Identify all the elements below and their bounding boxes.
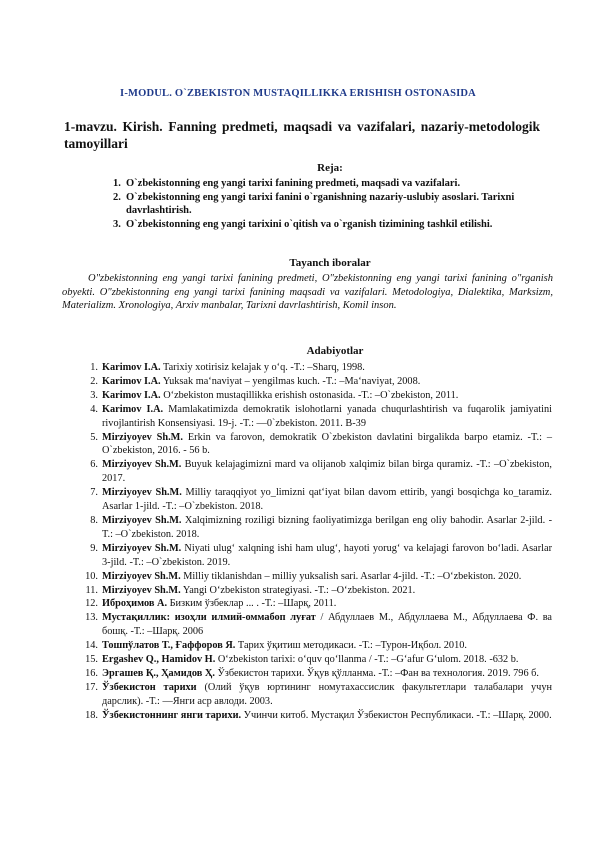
reference-author: Karimov I.A. (102, 375, 161, 387)
reference-item (78, 597, 552, 611)
reference-details: Erkin va farovon, demokratik O`zbekiston davlatini birgalikda barpo etamiz. -T.: –O`zbekiston, 2016. - 56 b. (102, 431, 552, 457)
reja-item-number: 3. (113, 218, 121, 230)
reja-item-text: O`zbekistonning eng yangi tarixi fanini o`rganishning nazariy-uslubiy asoslari. Tarixni davrlashtirish. (126, 191, 515, 216)
reference-author: Karimov I.A. (102, 362, 161, 373)
key-terms-heading: Tayanch iboralar (289, 257, 371, 269)
reference-text (102, 514, 552, 542)
reference-author: Mirziyoyev Sh.M. (102, 584, 181, 596)
reja-heading: Reja: (317, 162, 343, 174)
reference-details: / Абдуллаев М., Абдуллаева М., Абдуллаева Ф. ва бошқ. -Т.: –Шарқ. 2006 (102, 612, 553, 638)
reference-author: Ўзбекистоннинг янги тарихи. (102, 709, 242, 721)
reference-number: 16. (85, 667, 98, 679)
reference-author: Тошпўлатов Т., Ғаффоров Я. (102, 640, 236, 652)
reja-item (113, 177, 533, 191)
reference-details: Mamlakatimizda demokratik islohotlarni yanada chuqurlashtirish va fuqarolik jamiyatini rivojlantirish Konsensiyasi. 19-j. -T.: ―0`zbekiston. 2011. B-39 (102, 403, 552, 429)
reference-number: 8. (90, 514, 98, 526)
reference-item (78, 431, 552, 459)
reference-text (102, 403, 552, 431)
reference-details: O‘zbekiston mustaqillikka erishish ostonasida. -T.: –O`zbekiston, 2011. (160, 389, 459, 401)
reference-item (78, 667, 552, 681)
reference-details: (Олий ўқув юртининг номутахассислик факультетлари талабалари учун дарслик). -Т.: ―Янги аср авлоди. 2003. (102, 681, 552, 707)
reja-item (113, 218, 533, 232)
topic-title: 1-mavzu. Kirish. Fanning predmeti, maqsadi va vazifalari, nazariy-metodologik tamoyillari (64, 119, 540, 151)
reference-number: 14. (85, 640, 98, 652)
key-terms-text: O"zbekistonning eng yangi tarixi fanining predmeti, O"zbekistonning eng yangi tarixi fanining o"rganish obyekti. O"zbekistonning eng yangi tarixi fanining maqsadi va vazifalari. Metodologiya, Dialektika, Marksizm, Materializm. Xronologiya, Arxiv manbalar, Tarixni davrlashtirish, Komil inson. (62, 273, 553, 311)
reference-number: 17. (85, 681, 98, 693)
reference-details: Yuksak ma‘naviyat – yengilmas kuch. -T.: –Ma‘naviyat, 2008. (160, 375, 421, 387)
reference-text (102, 389, 552, 403)
reference-text (102, 486, 552, 514)
reference-text (102, 639, 552, 653)
reference-author: Ўзбекистон тарихи (102, 681, 197, 693)
reference-item (78, 681, 552, 709)
reference-text (102, 611, 552, 639)
reference-item (78, 709, 552, 723)
reference-author: Mirziyoyev Sh.M. (102, 542, 182, 554)
reference-item (78, 570, 552, 584)
references-heading: Adabiyotlar (306, 345, 364, 357)
reference-author: Mirziyoyev Sh.M. (102, 487, 182, 499)
reference-text (102, 584, 552, 598)
reference-number: 13. (85, 612, 98, 624)
reja-item-number: 1. (113, 178, 121, 189)
reference-number: 1. (90, 362, 98, 373)
reference-text (102, 542, 552, 570)
reference-text (102, 361, 552, 375)
reference-item (78, 486, 552, 514)
reference-item (78, 584, 552, 598)
reference-text (102, 375, 552, 389)
reference-details: Учинчи китоб. Мустақил Ўзбекистон Республикаси. -Т.: –Шарқ. 2000. (241, 709, 552, 721)
reference-details: Yangi O‘zbekiston strategiyasi. -T.: –O‘zbekiston. 2021. (180, 584, 416, 596)
reference-author: Иброҳимов А. (102, 598, 168, 610)
reference-number: 10. (85, 570, 98, 582)
reference-author: Karimov I.A. (102, 389, 161, 401)
reference-item (78, 375, 552, 389)
reference-number: 12. (85, 598, 98, 610)
reference-text (102, 458, 552, 486)
reference-text (102, 570, 552, 584)
reference-number: 4. (90, 403, 98, 415)
reference-number: 7. (90, 487, 98, 499)
reference-author: Mirziyoyev Sh.M. (102, 459, 182, 471)
reference-number: 5. (90, 431, 98, 443)
reference-author: Mirziyoyev Sh.M. (102, 431, 183, 443)
reference-details: Ўзбекистон тарихи. Ўқув қўлланма. -Т.: –Фан ва технология. 2019. 796 б. (214, 667, 539, 679)
reference-details: Xalqimizning roziligi bizning faoliyatimizga berilgan eng oliy bahodir. Asarlar 2-jild. -T.: –O`zbekiston. 2018. (102, 514, 552, 540)
reference-text (102, 681, 552, 709)
reference-details: Milliy tiklanishdan – milliy yuksalish sari. Asarlar 4-jild. -T.: –O‘zbekiston. 2020. (180, 570, 522, 582)
reja-item-text: O`zbekistonning eng yangi tarixini o`qitish va o`rganish tizimining tashkil etilishi. (126, 218, 493, 230)
reference-item (78, 361, 552, 375)
module-title: I-MODUL. O`ZBEKISTON MUSTAQILLIKKA ERISHISH OSTONASIDA (120, 88, 476, 99)
reference-text (102, 667, 552, 681)
reference-number: 6. (90, 459, 98, 471)
reference-details: Тарих ўқитиш методикаси. -Т.: –Турон-Иқбол. 2010. (235, 640, 467, 652)
reference-details: Niyati ulug‘ xalqning ishi ham ulug‘, hayoti yorug‘ va kelajagi farovon bo‘ladi. Asarlar 3-jild. -T.: –O`zbekiston. 2019. (102, 542, 552, 568)
reference-item (78, 514, 552, 542)
reference-item (78, 542, 552, 570)
reference-item (78, 389, 552, 403)
reference-author: Эргашев Қ., Ҳамидов Ҳ. (102, 667, 215, 679)
reference-details: Бизким ўзбеклар ... . -Т.: –Шарқ, 2011. (167, 598, 337, 610)
reference-item (78, 639, 552, 653)
reference-details: Milliy taraqqiyot yo_limizni qat‘iyat bilan davom ettirib, yangi bosqichga ko_taramiz. Asarlar 1-jild. -T.: –O`zbekiston. 2018. (102, 487, 552, 513)
reja-item (113, 191, 533, 218)
reference-item (78, 458, 552, 486)
reference-details: Buyuk kelajagimizni mard va olijanob xalqimiz bilan birga quramiz. -T.: –O`zbekiston, 2017. (102, 459, 553, 485)
references-list (78, 361, 552, 723)
reference-item (78, 653, 552, 667)
reference-number: 2. (90, 375, 98, 387)
reja-list (113, 177, 533, 231)
reference-author: Mirziyoyev Sh.M. (102, 570, 181, 582)
reference-text (102, 653, 552, 667)
reference-number: 11. (85, 584, 98, 596)
reference-item (78, 611, 552, 639)
reference-number: 3. (90, 389, 98, 401)
reference-details: O‘zbekiston tarixi: o‘quv qo‘llanma / -T.: –G‘afur G‘ulom. 2018. -632 b. (215, 654, 519, 666)
reja-item-text: O`zbekistonning eng yangi tarixi fanining predmeti, maqsadi va vazifalari. (126, 178, 461, 189)
reference-item (78, 403, 552, 431)
reference-text (102, 597, 552, 611)
reference-author: Karimov I.A. (102, 403, 164, 415)
reference-author: Мустақиллик: изоҳли илмий-оммабоп луғат (102, 612, 316, 624)
reference-number: 15. (85, 654, 98, 666)
reference-author: Mirziyoyev Sh.M. (102, 514, 182, 526)
reference-author: Ergashev Q., Hamidov H. (102, 654, 216, 666)
reference-details: Tarixiy xotirisiz kelajak y o‘q. -T.: –Sharq, 1998. (160, 362, 365, 373)
reja-item-number: 2. (113, 191, 121, 203)
reference-text (102, 431, 552, 459)
reference-number: 18. (85, 709, 98, 721)
reference-number: 9. (90, 542, 98, 554)
reference-text (102, 709, 552, 723)
